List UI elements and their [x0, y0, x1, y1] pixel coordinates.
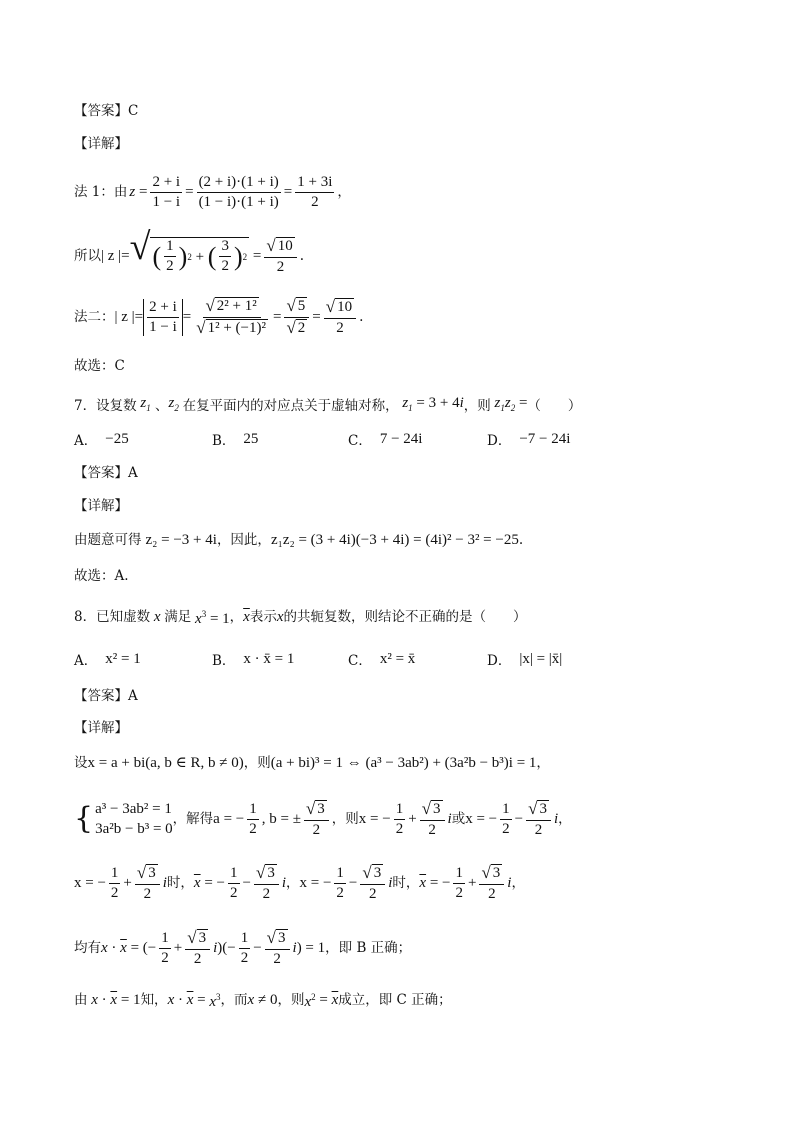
fraction: $\frac{(2 + i)\cdot(1 + i)}{(1 - i)\cdot(1 + i)}$ — [198, 173, 279, 210]
sqrt: √ ( $\frac{1}{2}$ ) 2 + ( $\frac{3}{2}$ ) 2 — [129, 226, 248, 274]
q6-method2: 法二： | z |= $\frac{2 + i}{1 - i}$ = √ 2² + 1² √ 1² + (−1)² = √ 5 √ 2 = √ 10 2 . — [74, 295, 364, 337]
equation-system: a³ − 3ab² = 1 3a²b − b³ = 0 — [95, 801, 173, 837]
fraction: √ 10 2 — [324, 298, 356, 337]
q8-stem: 8．已知虚数 x 满足 $x^3 = 1$ ， $\overline{x}$ 表示 x 的共轭复数，则结论不正确的是（ ） — [74, 608, 527, 627]
q8-sol-line4: 均有 x · $\overline{x}$ = (− $\frac{1}{2}$ + √ 3 2 i )(− $\frac{1}{2}$ − √ 3 2 i ) = 1 ，即 B 正确； — [74, 927, 412, 967]
q8-sol-line3: x = − $\frac{1}{2}$ + √ 3 2 i 时， $\overline{x}$ = − $\frac{1}{2}$ − √ 3 2 i ， x = − $\frac{1}{2}$ − √ 3 2 i 时， $\overline{x}$ = − $\frac{1}{2}$ + √ 3 2 i ， — [74, 862, 525, 902]
answer-value: C — [128, 103, 139, 119]
abs-value: $\frac{2 + i}{1 - i}$ — [143, 299, 183, 336]
q7-answer-line: 【答案】 A — [74, 465, 138, 481]
q7-detail-tag: 【详解】 — [74, 498, 128, 514]
q7-solution: 由题意可得 z₂ = −3 + 4i ，因此， z₁z₂ = (3 + 4i)(−3 + 4i) = (4i)² − 3² = −25 . — [74, 532, 524, 548]
fraction: √ 10 2 — [264, 237, 296, 276]
q8-sol-line2: { a³ − 3ab² = 1 3a²b − b³ = 0 ，解得 a = − $\frac{1}{2}$ , b = ± √ 3 2 ，则 x = − $\frac{1}{2}$ + √ 3 2 i 或 x = − $\frac{1}{2}$ − √ 3 2 i ， — [74, 798, 572, 838]
q8-option-d: D． |x| = |x̄| — [487, 650, 563, 669]
q8-sol-line5: 由 x · $\overline{x}$ = 1 知， x · $\overline{x}$ = $x^3$ ，而 x ≠ 0 ，则 $x^2$ = $\overline{x}$ 成立，即 C 正确； — [74, 991, 452, 1010]
q7-option-b: B． 25 — [212, 430, 259, 449]
q8-option-a: A． x² = 1 — [74, 650, 141, 669]
q7-option-c: C． 7 − 24i — [348, 430, 423, 449]
q6-answer-line — [74, 101, 138, 121]
q7-stem: 7．设复数 $z_1$ 、 $z_2$ 在复平面内的对应点关于虚轴对称， $z_1 = 3 + 4i$ ，则 $z_1z_2$ = （ ） — [74, 395, 582, 414]
answer-tag: 【答案】 — [74, 103, 128, 119]
q7-option-d: D． −7 − 24i — [487, 430, 571, 449]
q8-option-c: C． x² = x̄ — [348, 650, 416, 669]
q7-option-a: A． −25 — [74, 430, 129, 449]
q7-choice: 故选：A. — [74, 568, 129, 584]
fraction: √ 2² + 1² √ 1² + (−1)² — [196, 295, 266, 337]
q8-sol-line1: 设 x = a + bi(a, b ∈ R, b ≠ 0) ，则 (a + bi)³ = 1 ⇔ (a³ − 3ab²) + (3a²b − b³)i = 1 ， — [74, 755, 550, 771]
q6-choice: 故选：C — [74, 358, 125, 374]
fraction: $\frac{1 + 3i}{2}$ — [297, 173, 333, 210]
q8-detail-tag: 【详解】 — [74, 720, 128, 736]
q8-option-b: B． x · x̄ = 1 — [212, 650, 295, 669]
q6-so-line: 所以 | z |= √ ( $\frac{1}{2}$ ) 2 + ( $\frac{3}{2}$ ) 2 = √ 10 2 . — [74, 226, 304, 275]
fraction: √ 5 √ 2 — [284, 297, 309, 338]
q6-method1: 法 1：由 z = $\frac{2 + i}{1 - i}$ = $\frac{(2 + i)\cdot(1 + i)}{(1 - i)\cdot(1 + i)}$ = $\frac{1 + 3i}{2}$ ， — [74, 173, 351, 210]
q6-detail-tag: 【详解】 — [74, 136, 128, 152]
fraction: $\frac{2 + i}{1 - i}$ — [152, 173, 181, 210]
q8-answer-line: 【答案】 A — [74, 688, 138, 704]
